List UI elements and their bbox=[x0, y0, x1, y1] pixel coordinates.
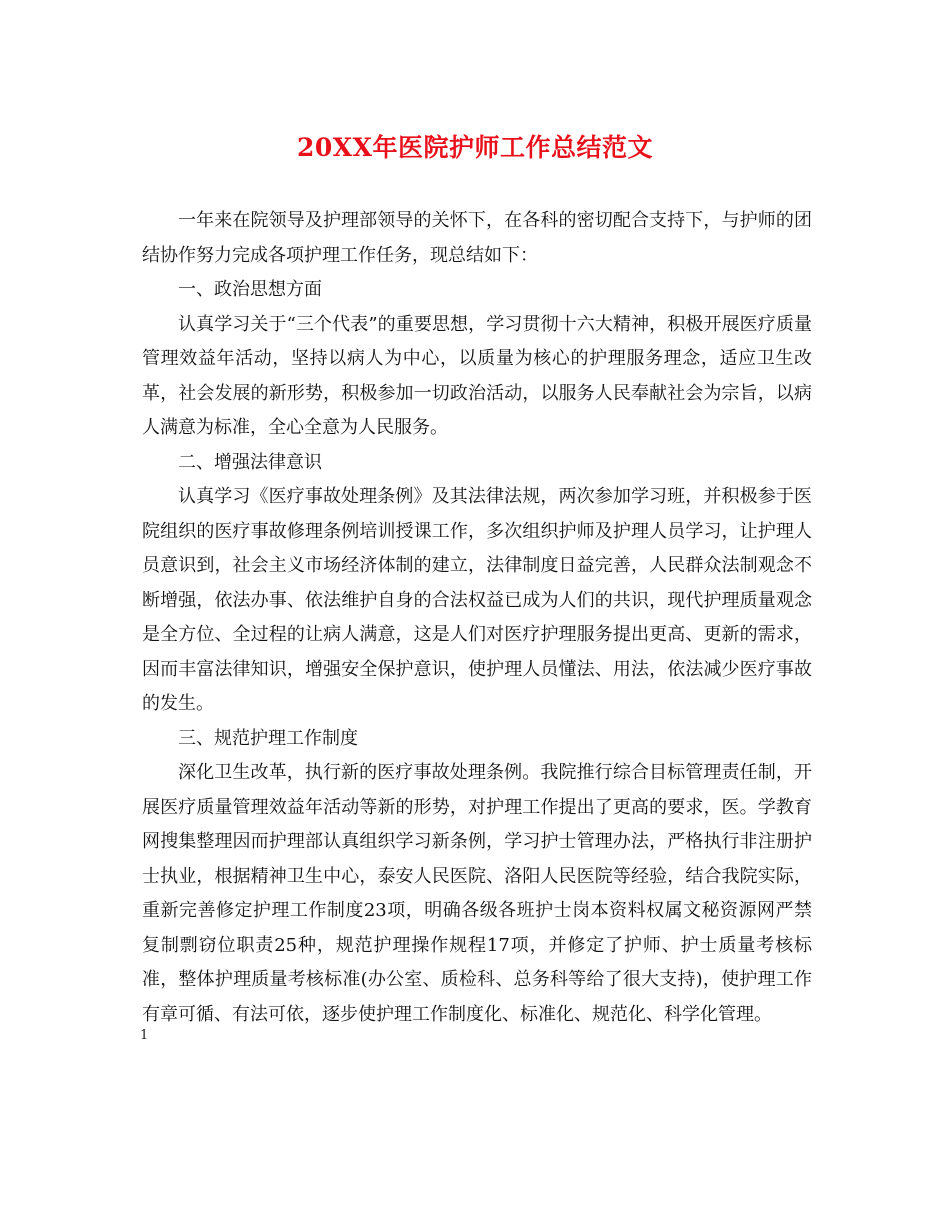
rules-paragraph: 深化卫生改革，执行新的医疗事故处理条例。我院推行综合目标管理责任制，开展医疗质量管理效益年活动等新的形势，对护理工作提出了更高的要求，医。学教育网搜集整理因而护理部认真组织学习新条例，学习护士管理办法，严格执行非注册护士执业，根据精神卫生中心，泰安人民医院、洛阳人民医院等经验，结合我院实际，重新完善修定护理工作制度23项，明确各级各班护士岗本资料权属文秘资源网严禁复制剽窃位职责25种，规范护理操作规程17项，并修定了护师、护士质量考核标准，整体护理质量考核标准(办公室、质检科、总务科等给了很大支持)，使护理工作有章可循、有法可依，逐步使护理工作制度化、标准化、规范化、科学化管理。 bbox=[142, 762, 812, 1025]
section-heading-politics: 一、政治思想方面 bbox=[178, 279, 322, 300]
section-heading-law: 二、增强法律意识 bbox=[178, 451, 322, 473]
document-title: 20XX年医院护师工作总结范文 bbox=[296, 133, 654, 162]
page-number: 1 bbox=[140, 1028, 149, 1043]
law-paragraph: 认真学习《医疗事故处理条例》及其法律法规，两次参加学习班，并积极参于医院组织的医疗事故修理条例培训授课工作，多次组织护师及护理人员学习，让护理人员意识到，社会主义市场经济体制的建立，法律制度日益完善，人民群众法制观念不断增强，依法办事、依法维护自身的合法权益已成为人们的共识，现代护理质量观念是全方位、全过程的让病人满意，这是人们对医疗护理服务提出更高、更新的需求，因而丰富法律知识，增强安全保护意识，使护理人员懂法、用法，依法减少医疗事故的发生。 bbox=[142, 486, 812, 714]
section-heading-rules: 三、规范护理工作制度 bbox=[178, 727, 358, 749]
intro-paragraph: 一年来在院领导及护理部领导的关怀下，在各科的密切配合支持下，与护师的团结协作努力完成各项护理工作任务，现总结如下： bbox=[142, 210, 812, 266]
politics-paragraph: 认真学习关于“三个代表”的重要思想，学习贯彻十六大精神，积极开展医疗质量管理效益年活动，坚持以病人为中心，以质量为核心的护理服务理念，适应卫生改革，社会发展的新形势，积极参加一切政治活动，以服务人民奉献社会为宗旨，以病人满意为标准，全心全意为人民服务。 bbox=[142, 313, 812, 438]
document-body bbox=[142, 204, 812, 1032]
